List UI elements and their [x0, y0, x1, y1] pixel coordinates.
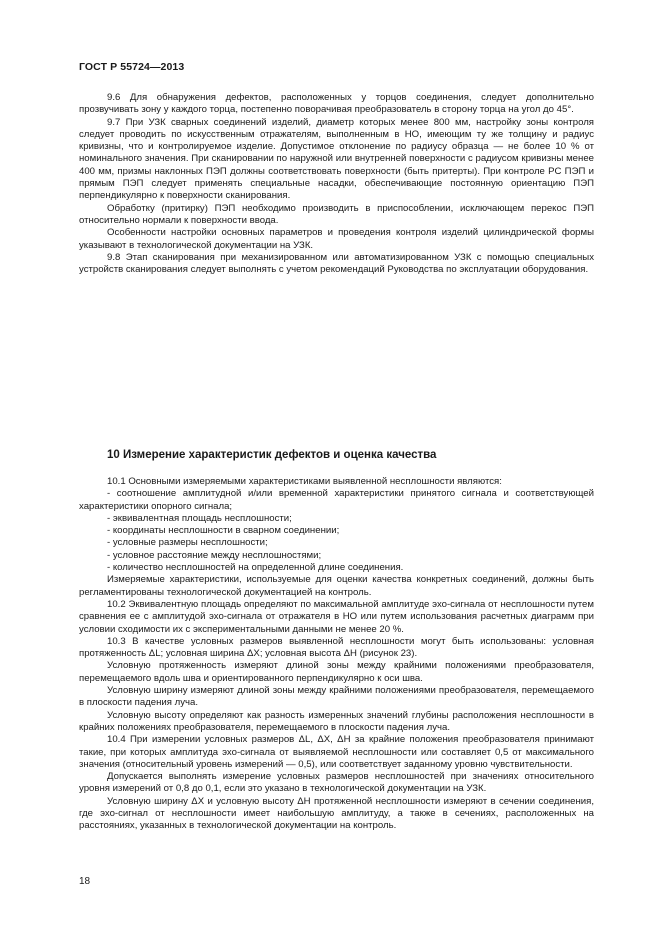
- paragraph-lapping: Обработку (притирку) ПЭП необходимо производить в приспособлении, исключающем перекос ПЭП относительно нормали к поверхности ввода.: [79, 202, 594, 226]
- section-title: 10 Измерение характеристик дефектов и оценка качества: [107, 449, 437, 461]
- paragraph-conditional-length: Условную протяженность измеряют длиной зоны между крайними положениями преобразователя, перемещаемого вдоль шва и ориентированного перпендикулярно к оси шва.: [79, 660, 594, 684]
- list-item: - условное расстояние между несплошностями;: [107, 549, 322, 561]
- paragraph-10-3: 10.3 В качестве условных размеров выявленной несплошности могут быть использованы: условная протяженность ΔL; условная ширина ΔX; условная высота ΔH (рисунок 23).: [79, 635, 594, 660]
- paragraph-10-4: 10.4 При измерении условных размеров ΔL, ΔX, ΔH за крайние положения преобразователя принимают такие, при которых амплитуда эхо-сигнала от выявляемой несплошности или составляет 0,5 от максимального значения (относительный уровень измерений — 0,5), или соответствует заданному уровню чувствительности.: [79, 734, 594, 770]
- list-item: - количество несплошностей на определенной длине соединения.: [107, 562, 404, 574]
- paragraph-relative-level: Допускается выполнять измерение условных размеров несплошностей при значениях относительного уровня измерений от 0,8 до 0,1, если это указано в технологической документации на УЗК.: [79, 771, 594, 795]
- paragraph-conditional-width: Условную ширину измеряют длиной зоны между крайними положениями преобразователя, перемещаемого в плоскости падения луча.: [79, 685, 594, 709]
- paragraph-conditional-height: Условную высоту определяют как разность измеренных значений глубины расположения несплошности в крайних положениях преобразователя, перемещаемого в плоскости падения луча.: [79, 709, 594, 733]
- paragraph-measured-characteristics: Измеряемые характеристики, используемые для оценки качества конкретных соединений, должны быть регламентированы технологической документацией на контроль.: [79, 574, 594, 598]
- paragraph-10-1: 10.1 Основными измеряемыми характеристиками выявленной несплошности являются:: [107, 476, 502, 487]
- clause-9-text: [79, 92, 594, 276]
- page-number: 18: [79, 876, 91, 887]
- clause-10-text: [79, 476, 594, 833]
- paragraph-10-2: 10.2 Эквивалентную площадь определяют по максимальной амплитуде эхо-сигнала от несплошности путем сравнения ее с амплитудой эхо-сигнала от отражателя в НО или путем использования расчетных диаграмм при условии сходимости их с экспериментальными данными не менее 20 %.: [79, 598, 594, 635]
- list-item: - эквивалентная площадь несплошности;: [107, 512, 292, 524]
- paragraph-9-7: 9.7 При УЗК сварных соединений изделий, диаметр которых менее 800 мм, настройку зоны контроля следует проводить по искусственным отражателям, выполненным в НО, имеющим ту же толщину и радиус кривизны, что и контролируемое изделие. Допустимое отклонение по радиусу образца — не более 10 % от номинального значения. При сканировании по наружной или внутренней поверхности с радиусом кривизны менее 400 мм, призмы наклонных ПЭП должны соответствовать поверхности (быть притерты). При контроле РС ПЭП и прямым ПЭП следует применять специальные насадки, обеспечивающие постоянную ориентацию ПЭП перпендикулярно к поверхности сканирования.: [79, 116, 594, 202]
- list-item: - условные размеры несплошности;: [107, 537, 268, 549]
- paragraph-9-8: 9.8 Этап сканирования при механизированном или автоматизированном УЗК с помощью специальных устройств сканирования следует выполнять с учетом рекомендаций Руководства по эксплуатации оборудования.: [79, 251, 594, 276]
- paragraph-cylindrical: Особенности настройки основных параметров и проведения контроля изделий цилиндрической формы указывают в технологической документации на УЗК.: [79, 227, 594, 251]
- paragraph-9-6: 9.6 Для обнаружения дефектов, расположенных у торцов соединения, следует дополнительно прозвучивать зону у каждого торца, постепенно поворачивая преобразователь в сторону торца на угол до 45°.: [79, 92, 594, 116]
- list-item: - координаты несплошности в сварном соединении;: [107, 525, 340, 537]
- document-header: ГОСТ Р 55724—2013: [79, 61, 185, 73]
- paragraph-extended-discontinuity: Условную ширину ΔX и условную высоту ΔH протяженной несплошности измеряют в сечении соединения, где эхо-сигнал от несплошности имеет наибольшую амплитуду, а также в сечениях, расположенных на расстояниях, указанных в технологической документации на контроль.: [79, 795, 594, 832]
- list-item: - соотношение амплитудной и/или временной характеристики принятого сигнала и соответствующей характеристики опорного сигнала;: [79, 488, 594, 512]
